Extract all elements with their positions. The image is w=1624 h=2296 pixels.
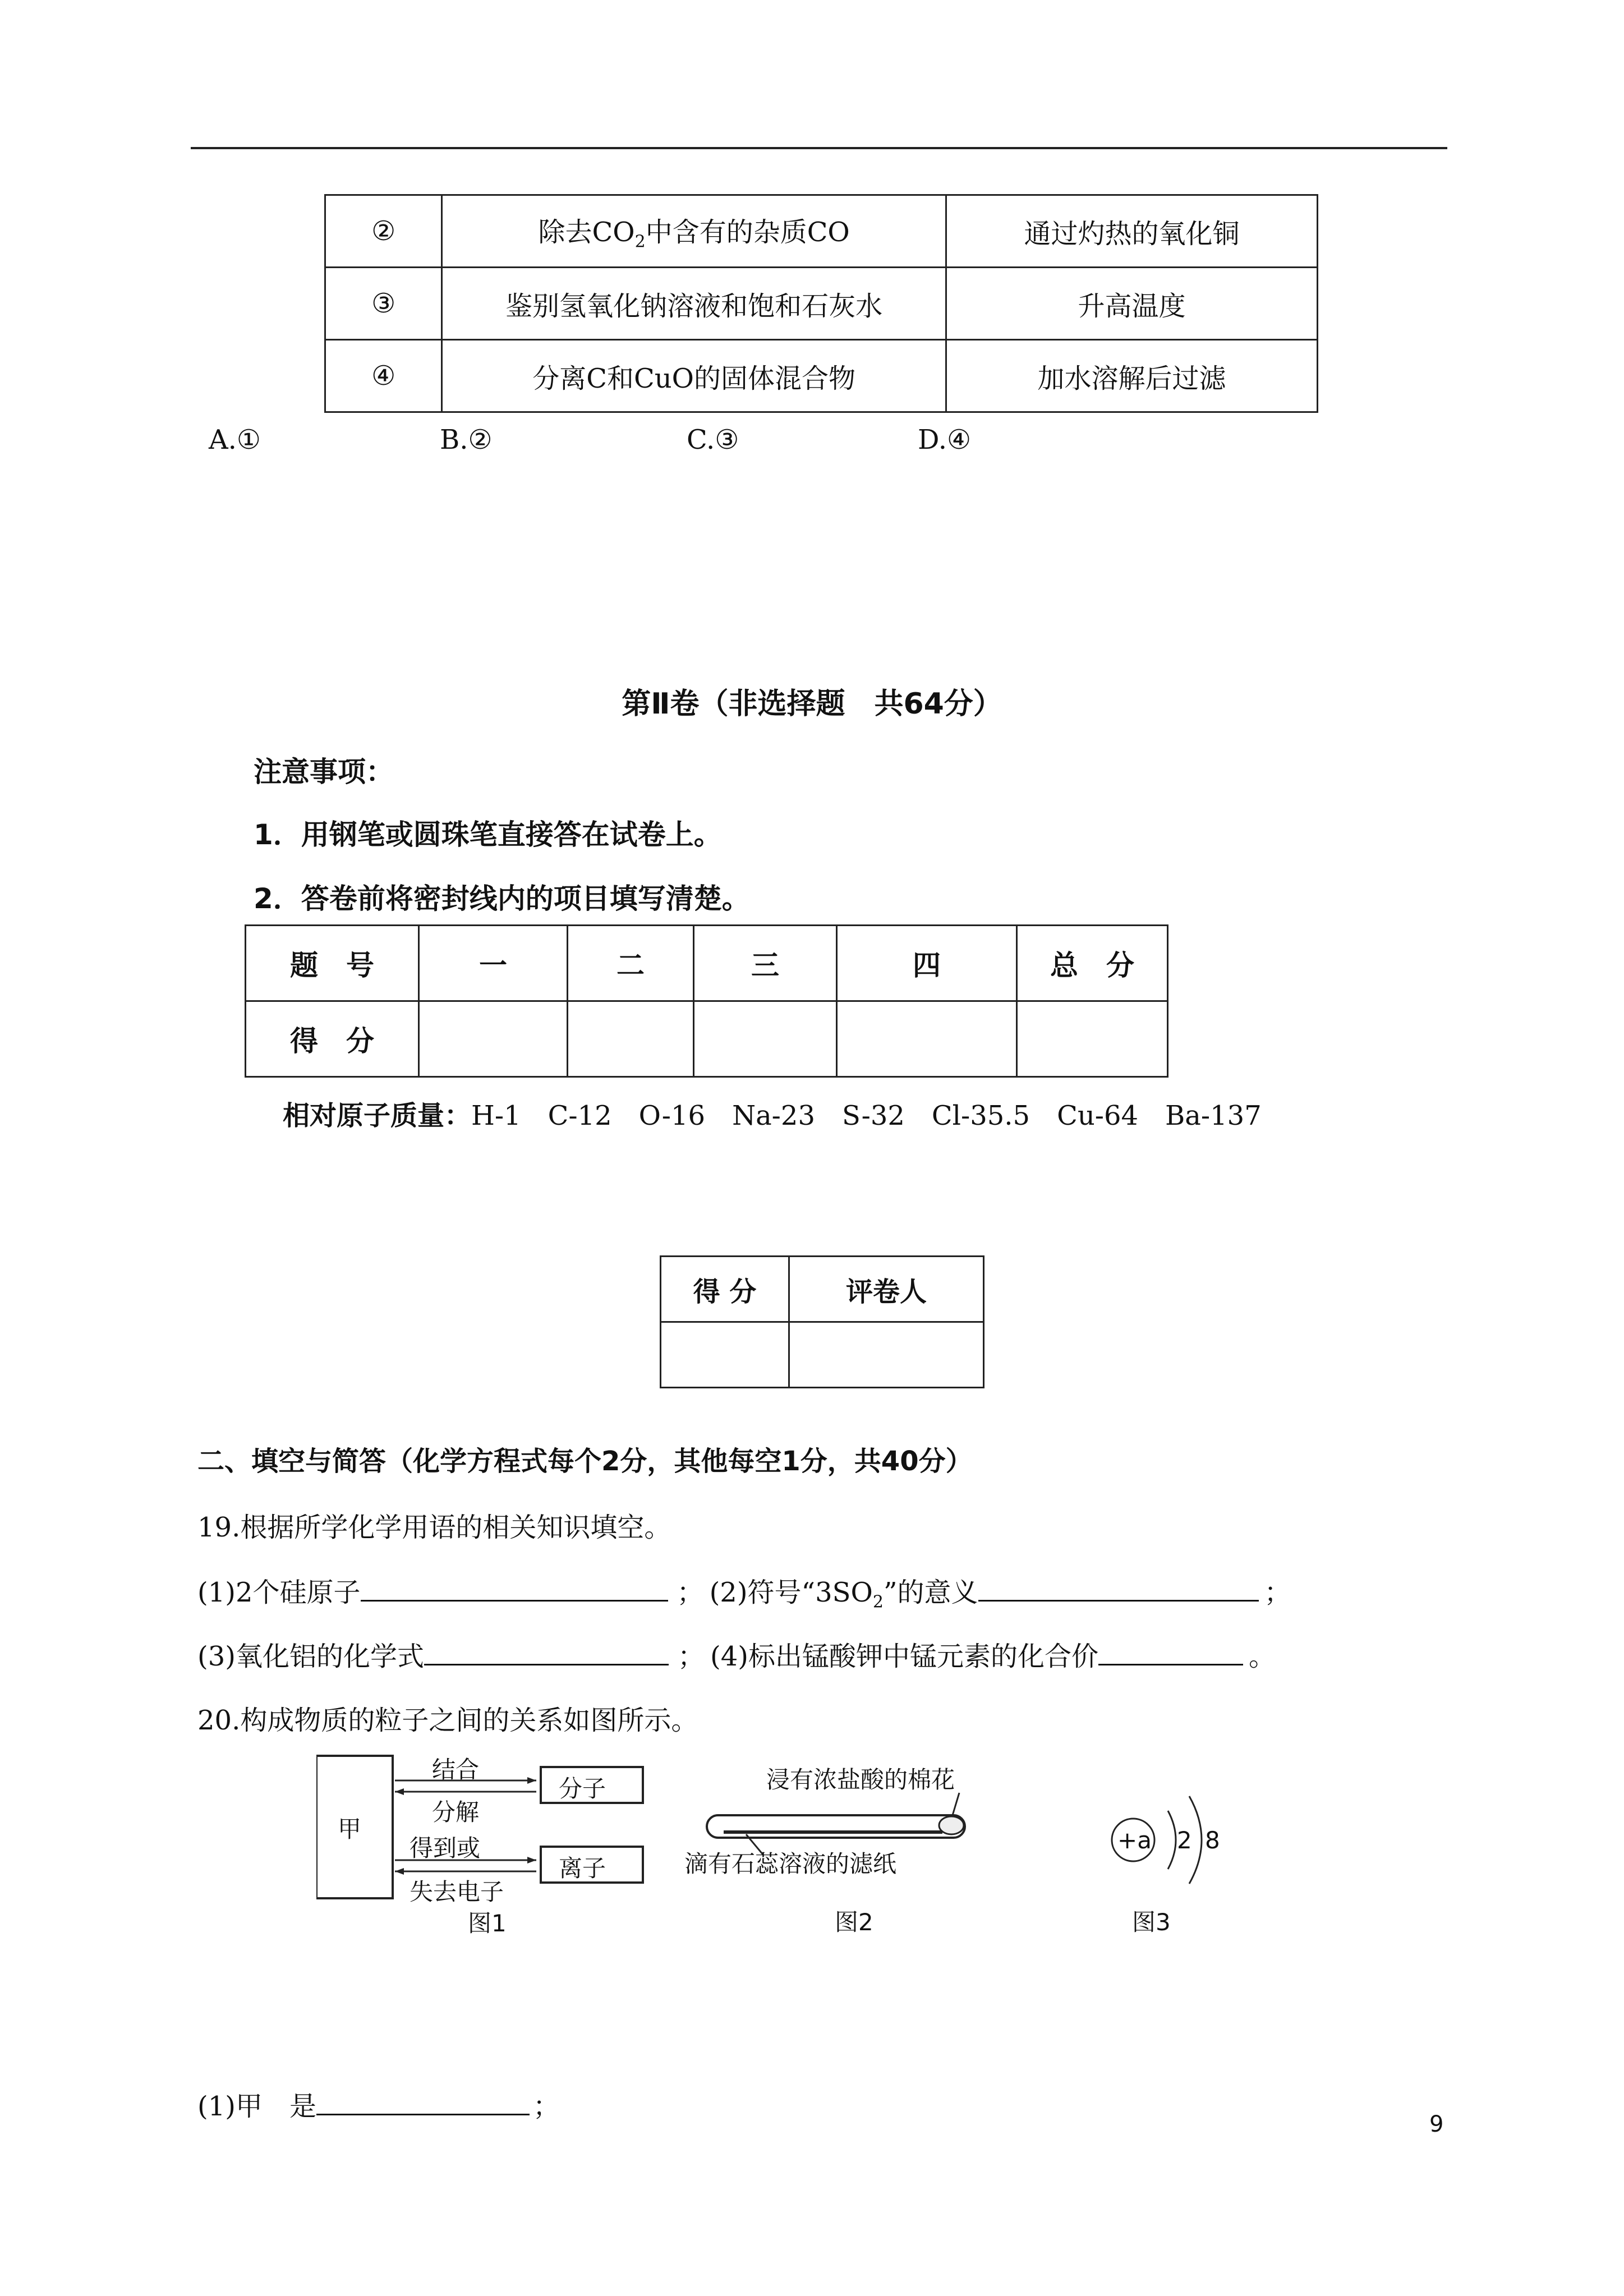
- fig1-molecule-label: 分子: [559, 1775, 606, 1802]
- separator: ；: [677, 1577, 704, 1608]
- fig1-jia-label: 甲: [338, 1815, 362, 1843]
- answer-blank[interactable]: [1098, 1641, 1243, 1665]
- q20-line1: [197, 2085, 560, 2123]
- fig3-shell1-label: 2: [1177, 1826, 1192, 1854]
- score-header: 总 分: [1017, 926, 1168, 1001]
- answer-blank[interactable]: [316, 2091, 530, 2115]
- score-header: 四: [837, 926, 1017, 1001]
- table-row: [661, 1322, 984, 1388]
- fig2-caption: 图2: [835, 1908, 873, 1936]
- note-item: 2．答卷前将密封线内的项目填写清楚。: [254, 882, 750, 915]
- option-b[interactable]: B.②: [440, 424, 493, 455]
- option-c[interactable]: C.③: [687, 424, 739, 455]
- fig2-cotton-label: 浸有浓盐酸的棉花: [766, 1766, 955, 1793]
- score-cell[interactable]: [694, 1001, 837, 1077]
- q19-stem: 19.根据所学化学用语的相关知识填空。: [197, 1512, 671, 1543]
- section-title: 第Ⅱ卷（非选择题 共64分）: [622, 687, 1002, 721]
- score-header: 题 号: [246, 926, 419, 1001]
- header-rule: [191, 147, 1447, 149]
- table-row: [246, 1001, 1168, 1077]
- section2-title: 二、填空与简答（化学方程式每个2分，其他每空1分，共40分）: [197, 1446, 973, 1477]
- table-row: [661, 1257, 984, 1322]
- label-pointer: [953, 1793, 959, 1815]
- q20-stem: 20.构成物质的粒子之间的关系如图所示。: [197, 1705, 698, 1736]
- fig1-gain-label: 得到或: [410, 1834, 481, 1862]
- notes-heading: 注意事项：: [254, 756, 394, 788]
- atomic-mass-line: [283, 1094, 1262, 1133]
- arrowhead-icon: [527, 1777, 536, 1784]
- fig1-combine-label: 结合: [432, 1756, 480, 1783]
- score-header: 三: [694, 926, 837, 1001]
- score-table: [245, 924, 1168, 1078]
- option-a[interactable]: A.①: [209, 424, 261, 455]
- score-cell[interactable]: [419, 1001, 568, 1077]
- answer-blank[interactable]: [361, 1577, 668, 1602]
- row-number: ④: [325, 340, 442, 412]
- glass-tube: [707, 1815, 965, 1838]
- method-cell: 加水溶解后过滤: [946, 340, 1318, 412]
- grader-score-header: 得 分: [661, 1257, 789, 1322]
- separator: ；: [1264, 1577, 1291, 1608]
- grader-name-header: 评卷人: [789, 1257, 984, 1322]
- row-number: ③: [325, 268, 442, 340]
- page-number: 9: [1429, 2111, 1444, 2137]
- answer-blank[interactable]: [978, 1577, 1259, 1602]
- figure-1: [316, 1755, 653, 1937]
- separator: ；: [533, 2091, 560, 2122]
- experiment-table: [324, 194, 1318, 413]
- q20-part1: (1)甲 是: [197, 2091, 316, 2122]
- grader-score-cell[interactable]: [661, 1322, 789, 1388]
- atomic-mass-label: 相对原子质量：: [283, 1100, 472, 1131]
- q19-line1: [197, 1571, 1291, 1612]
- table-row: [325, 340, 1318, 412]
- score-header: 一: [419, 926, 568, 1001]
- separator: ；: [678, 1641, 705, 1672]
- table-row: [325, 268, 1318, 340]
- row-number: ②: [325, 195, 442, 268]
- note-item: 1．用钢笔或圆珠笔直接答在试卷上。: [254, 818, 722, 851]
- score-cell[interactable]: [1017, 1001, 1168, 1077]
- fig3-shell2-label: 8: [1205, 1826, 1220, 1854]
- score-cell[interactable]: [837, 1001, 1017, 1077]
- fig1-caption: 图1: [468, 1910, 507, 1937]
- cotton-ball-icon: [939, 1816, 964, 1834]
- figure-2: [684, 1756, 1032, 1935]
- fig3-caption: 图3: [1132, 1908, 1171, 1936]
- separator: 。: [1249, 1641, 1276, 1672]
- fig2-paper-label: 滴有石蕊溶液的滤纸: [684, 1850, 897, 1878]
- purpose-cell: 除去$CO_2$中含有的杂质CO: [442, 195, 946, 268]
- table-row: [246, 926, 1168, 1001]
- purpose-cell: 鉴别氢氧化钠溶液和饱和石灰水: [442, 268, 946, 340]
- grader-name-cell[interactable]: [789, 1322, 984, 1388]
- arrowhead-icon: [395, 1868, 404, 1875]
- table-row: [325, 195, 1318, 268]
- q19-part1: (1)2个硅原子: [197, 1577, 361, 1608]
- arrowhead-icon: [395, 1788, 404, 1795]
- fig1-ion-label: 离子: [559, 1855, 606, 1882]
- grader-table: [660, 1255, 984, 1388]
- q19-part3: (3)氧化铝的化学式: [197, 1641, 424, 1672]
- fig3-nucleus-label: +a: [1117, 1826, 1152, 1854]
- figure-3: [1099, 1767, 1268, 1935]
- fig1-decompose-label: 分解: [432, 1798, 480, 1826]
- method-cell: 通过灼热的氧化铜: [946, 195, 1318, 268]
- q19-part2: (2)符号“$3SO_2$”的意义: [709, 1577, 978, 1612]
- method-cell: 升高温度: [946, 268, 1318, 340]
- score-cell[interactable]: [568, 1001, 694, 1077]
- q19-line2: [197, 1635, 1276, 1673]
- fig1-lose-label: 失去电子: [410, 1878, 504, 1906]
- purpose-cell: 分离C和CuO的固体混合物: [442, 340, 946, 412]
- electron-shell-1: [1168, 1811, 1176, 1869]
- atomic-mass-values: H-1 C-12 O-16 Na-23 S-32 Cl-35.5 Cu-64 Ba-137: [471, 1100, 1262, 1131]
- arrowhead-icon: [527, 1857, 536, 1864]
- option-d[interactable]: D.④: [918, 424, 972, 455]
- q19-part4: (4)标出锰酸钾中锰元素的化合价: [710, 1641, 1099, 1672]
- answer-blank[interactable]: [424, 1641, 669, 1665]
- score-row-label: 得 分: [246, 1001, 419, 1077]
- score-header: 二: [568, 926, 694, 1001]
